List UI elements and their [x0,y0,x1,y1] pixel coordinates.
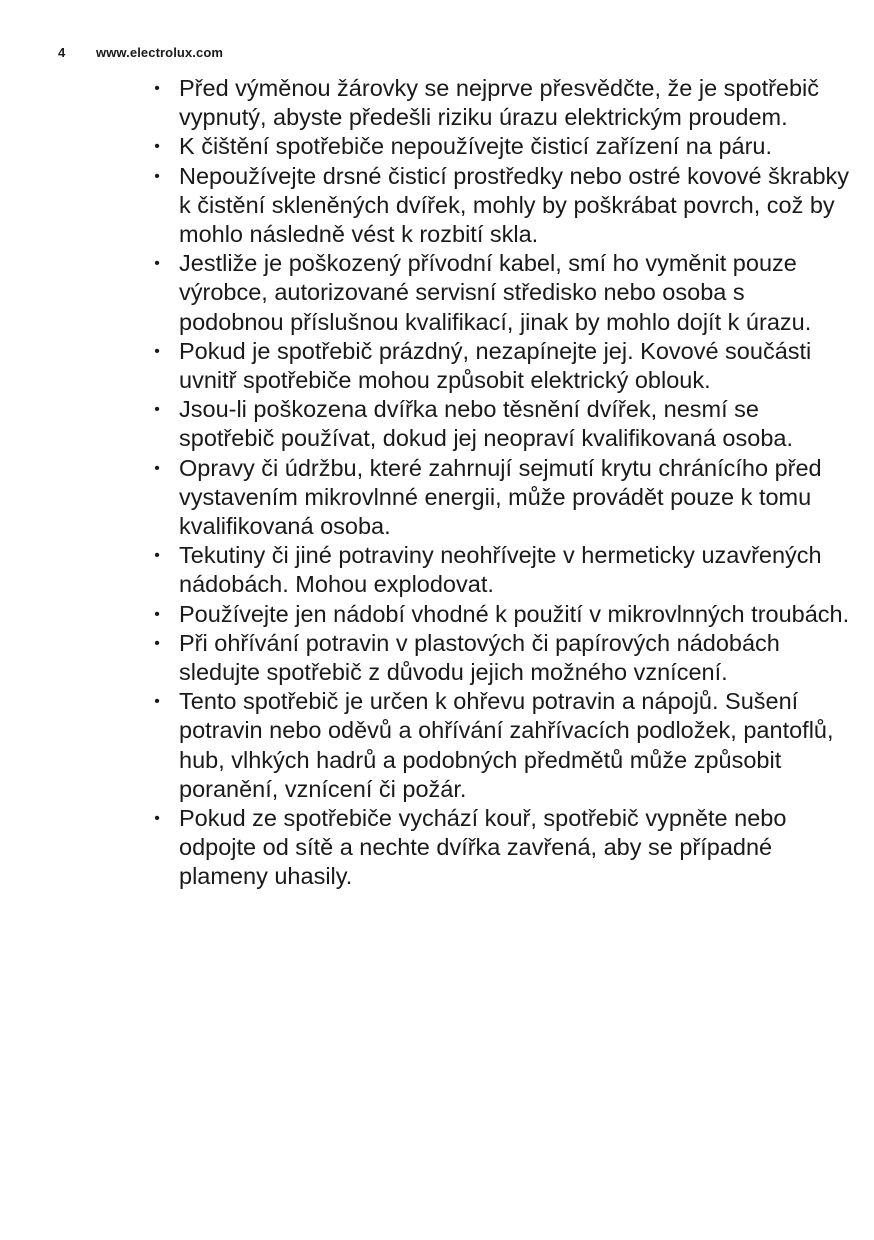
bullet-icon: • [154,634,160,652]
list-item [150,74,850,132]
bullet-icon: • [154,342,160,360]
list-item [150,395,850,453]
bullet-icon: • [154,401,160,419]
list-item-text: Nepoužívejte drsné čisticí prostředky nebo ostré kovové škrabky k čistění skleněných dvířek, mohly by poškrábat povrch, což by mohlo následně vést k rozbití skla. [179,162,850,248]
list-item [150,600,850,629]
page-number: 4 [58,45,66,60]
list-item-text: Tekutiny či jiné potraviny neohřívejte v hermeticky uzavřených nádobách. Mohou explodovat. [179,542,822,598]
list-item [150,629,850,687]
bullet-icon: • [154,810,160,828]
bullet-icon: • [154,693,160,711]
list-item [150,132,850,161]
safety-instructions-list [150,74,850,892]
page-header [58,45,223,60]
list-item-text: Pokud ze spotřebiče vychází kouř, spotřebič vypněte nebo odpojte od sítě a nechte dvířka zavřená, aby se případné plameny uhasily. [179,805,787,890]
list-item [150,454,850,542]
list-item [150,804,850,892]
bullet-icon: • [154,138,160,156]
list-item [150,337,850,395]
bullet-icon: • [154,80,160,97]
list-item-text: Před výměnou žárovky se nejprve přesvědčte, že je spotřebič vypnutý, abyste předešli riziku úrazu elektrickým proudem. [179,75,820,131]
list-item-text: Při ohřívání potravin v plastových či papírových nádobách sledujte spotřebič z důvodu jejich možného vznícení. [179,629,780,686]
list-item [150,249,850,337]
bullet-icon: • [154,167,160,185]
list-item-text: K čištění spotřebiče nepoužívejte čisticí zařízení na páru. [179,133,773,160]
bullet-icon: • [154,605,160,623]
website-link[interactable]: www.electrolux.com [96,45,224,60]
bullet-icon: • [154,547,160,565]
list-item-text: Používejte jen nádobí vhodné k použití v mikrovlnných troubách. [179,600,850,627]
list-item-text: Tento spotřebič je určen k ohřevu potravin a nápojů. Sušení potravin nebo oděvů a ohřívání zahřívacích podložek, pantoflů, hub, vlhkých hadrů a podobných předmětů může způsobit poranění, vznícení či požár. [179,688,834,802]
bullet-icon: • [154,459,160,477]
list-item [150,162,850,250]
bullet-icon: • [154,255,160,273]
list-item [150,687,850,804]
list-item-text: Pokud je spotřebič prázdný, nezapínejte jej. Kovové součásti uvnitř spotřebiče mohou způsobit elektrický oblouk. [179,337,812,394]
list-item [150,541,850,599]
list-item-text: Jestliže je poškozený přívodní kabel, smí ho vyměnit pouze výrobce, autorizované servisní středisko nebo osoba s podobnou příslušnou kvalifikací, jinak by mohlo dojít k úrazu. [179,250,812,335]
list-item-text: Jsou-li poškozena dvířka nebo těsnění dvířek, nesmí se spotřebič používat, dokud jej neopraví kvalifikovaná osoba. [179,396,793,452]
list-item-text: Opravy či údržbu, které zahrnují sejmutí krytu chránícího před vystavením mikrovlnné energii, může provádět pouze k tomu kvalifikovaná osoba. [179,454,822,540]
